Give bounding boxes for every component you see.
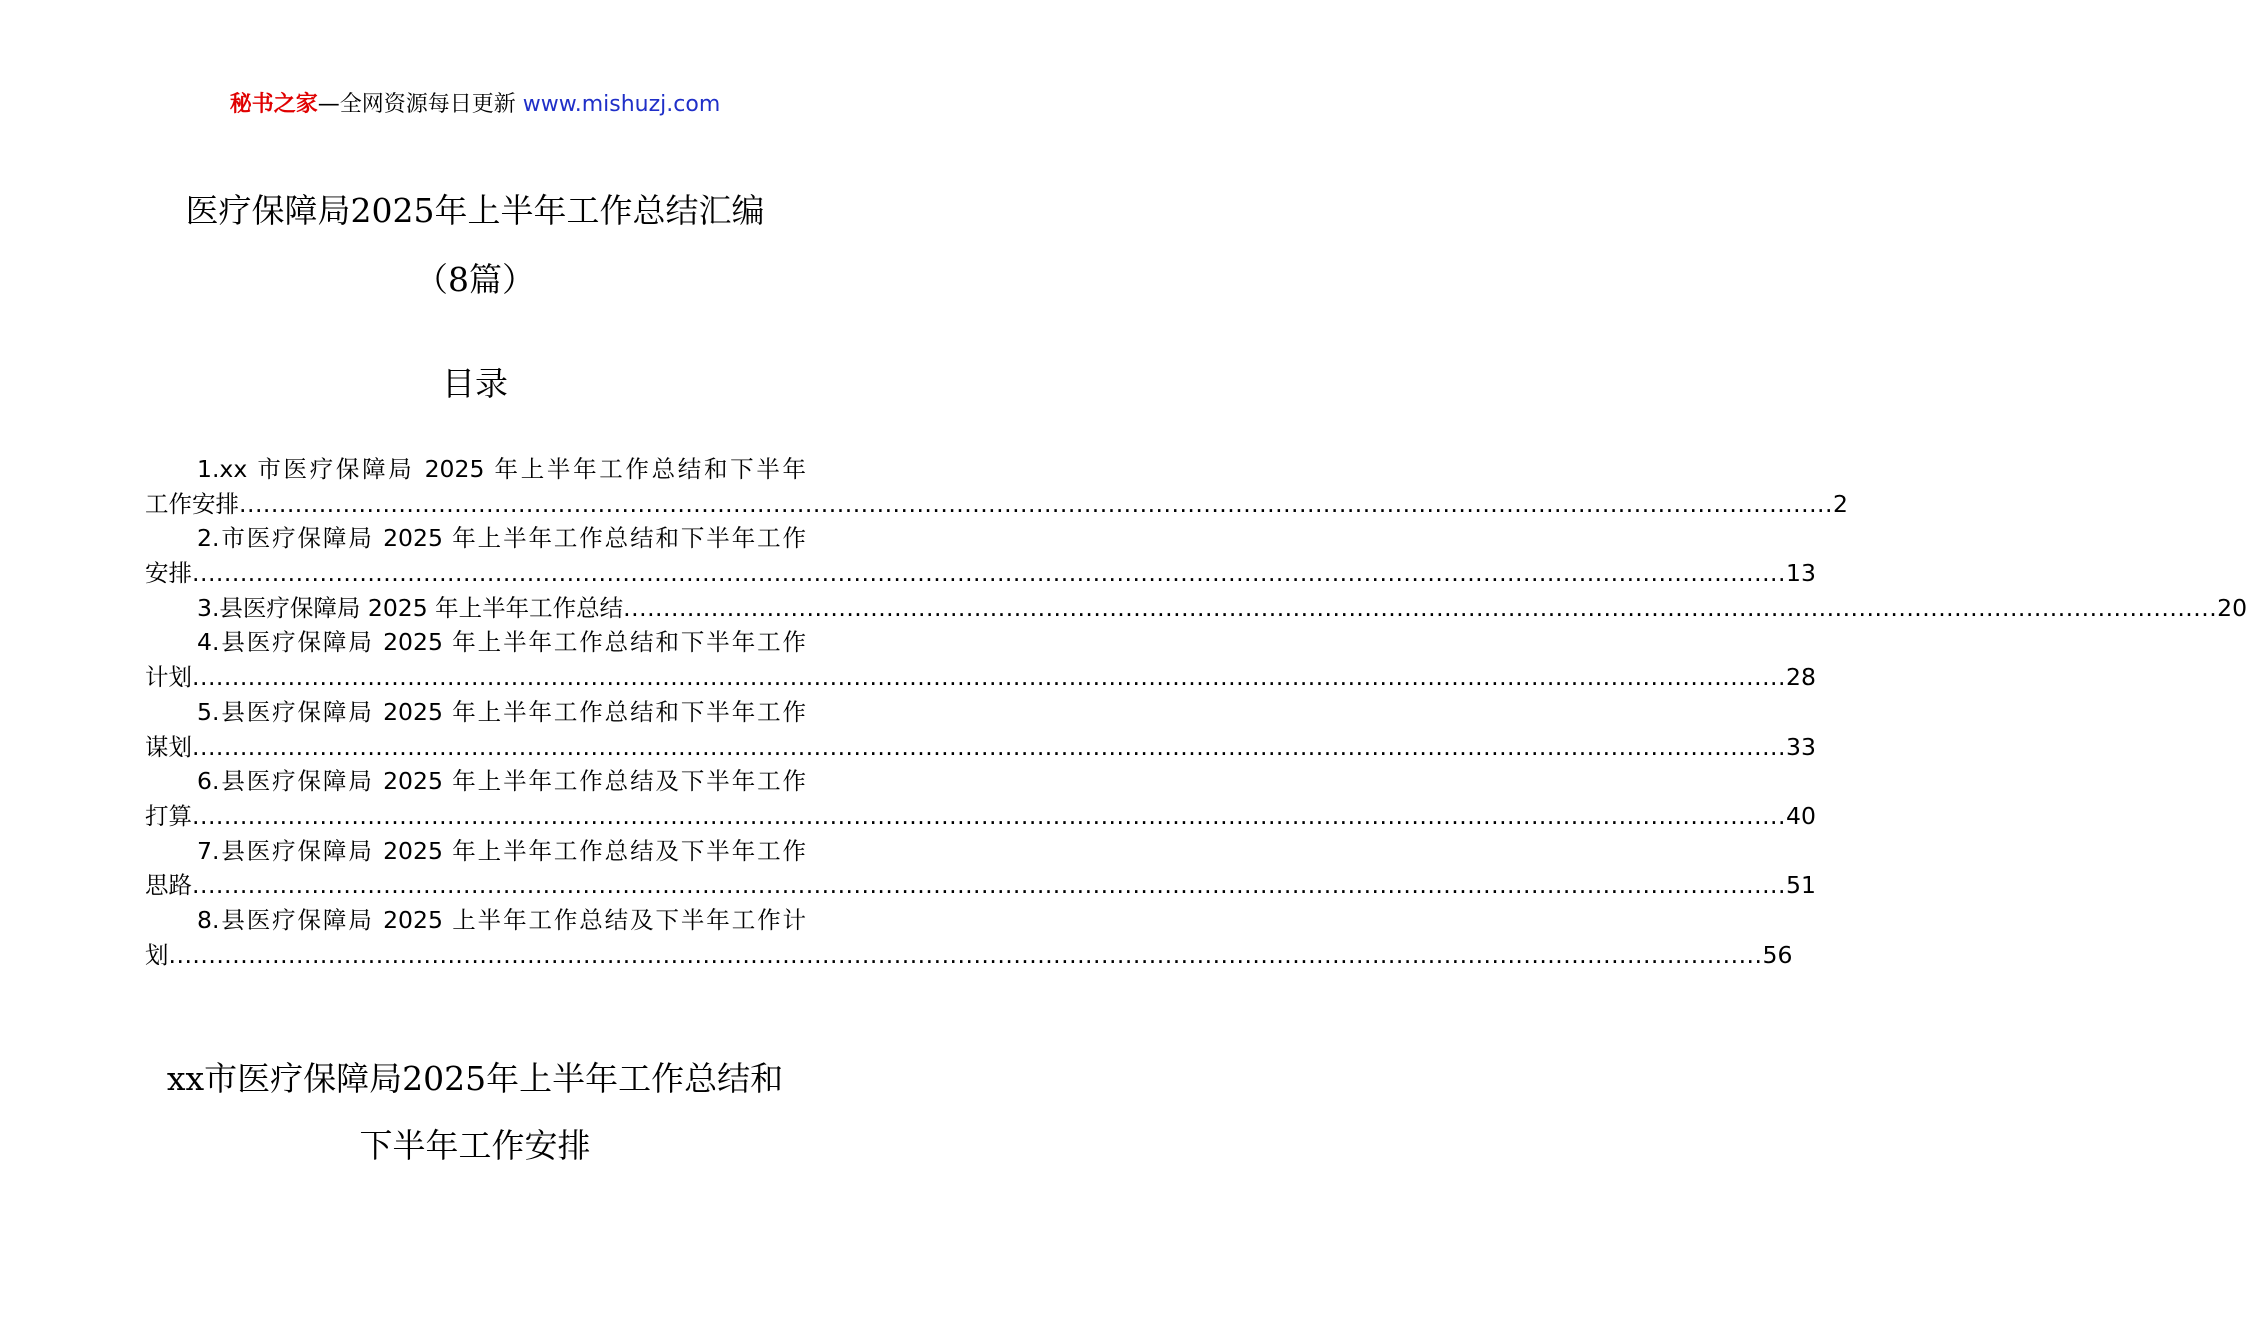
table-of-contents <box>145 452 2247 972</box>
site-url-link[interactable]: www.mishuzj.com <box>522 92 721 117</box>
toc-page-number: 56 <box>1762 940 1793 969</box>
toc-leader-dots: ........................................................................................................................................................................................................ <box>192 801 1786 830</box>
toc-leader-dots: ........................................................................................................................................................................................................ <box>192 871 1786 900</box>
toc-entry[interactable] <box>145 591 2247 626</box>
toc-entry[interactable] <box>145 695 1816 764</box>
toc-entry-title-cont: 划 <box>145 940 169 969</box>
toc-entry[interactable] <box>145 521 1816 590</box>
brand-name: 秘书之家 <box>229 92 318 117</box>
toc-entry-title: 6.县医疗保障局 2025 年上半年工作总结及下半年工作 <box>197 767 806 796</box>
section-title: xx市医疗保障局2025年上半年工作总结和 <box>166 1059 784 1098</box>
toc-entry-title-cont: 谋划 <box>145 732 192 761</box>
toc-entry[interactable] <box>145 625 1816 694</box>
toc-leader-dots: ........................................................................................................................................................................................................ <box>192 559 1786 588</box>
toc-leader-dots: ........................................................................................................................................................................................................ <box>623 593 2218 622</box>
toc-page-number: 51 <box>1786 871 1816 900</box>
toc-entry-title: 8.县医疗保障局 2025 上半年工作总结及下半年工作计 <box>197 905 806 934</box>
site-header <box>0 90 950 120</box>
toc-entry-title: 7.县医疗保障局 2025 年上半年工作总结及下半年工作 <box>197 836 806 865</box>
toc-leader-dots: ........................................................................................................................................................................................................ <box>192 663 1786 692</box>
toc-page-number: 28 <box>1786 663 1816 692</box>
toc-entry-title-cont: 计划 <box>145 663 192 692</box>
toc-leader-dots: ........................................................................................................................................................................................................ <box>192 732 1786 761</box>
toc-entry-title-cont: 打算 <box>145 801 192 830</box>
document-title-count: （8篇） <box>415 260 535 299</box>
toc-page-number: 40 <box>1786 801 1816 830</box>
header-tagline: —全网资源每日更新 <box>317 92 523 117</box>
toc-entry[interactable] <box>145 903 1793 972</box>
toc-entry-title-cont: 安排 <box>145 559 192 588</box>
toc-leader-dots: ........................................................................................................................................................................................................ <box>168 940 1763 969</box>
toc-entry-title-cont: 工作安排 <box>145 489 239 518</box>
toc-page-number: 33 <box>1786 732 1816 761</box>
toc-entry-title: 3.县医疗保障局 2025 年上半年工作总结 <box>197 593 624 622</box>
toc-heading: 目录 <box>442 364 508 403</box>
toc-entry[interactable] <box>145 764 1816 833</box>
toc-entry-title: 4.县医疗保障局 2025 年上半年工作总结和下半年工作 <box>197 628 806 657</box>
document-title: 医疗保障局2025年上半年工作总结汇编 <box>185 191 765 230</box>
toc-entry-title: 1.xx 市医疗保障局 2025 年上半年工作总结和下半年 <box>197 455 806 483</box>
toc-entry[interactable] <box>145 834 1816 903</box>
toc-page-number: 2 <box>1833 489 1848 518</box>
toc-entry-title: 2.市医疗保障局 2025 年上半年工作总结和下半年工作 <box>197 524 806 553</box>
toc-leader-dots: ........................................................................................................................................................................................................ <box>239 489 1833 518</box>
toc-entry-title: 5.县医疗保障局 2025 年上半年工作总结和下半年工作 <box>197 697 806 726</box>
toc-page-number: 13 <box>1786 559 1816 588</box>
section-title-cont: 下半年工作安排 <box>359 1126 591 1165</box>
toc-entry-title-cont: 思路 <box>145 871 192 900</box>
toc-entry[interactable] <box>145 452 1848 521</box>
toc-page-number: 20 <box>2217 593 2247 622</box>
